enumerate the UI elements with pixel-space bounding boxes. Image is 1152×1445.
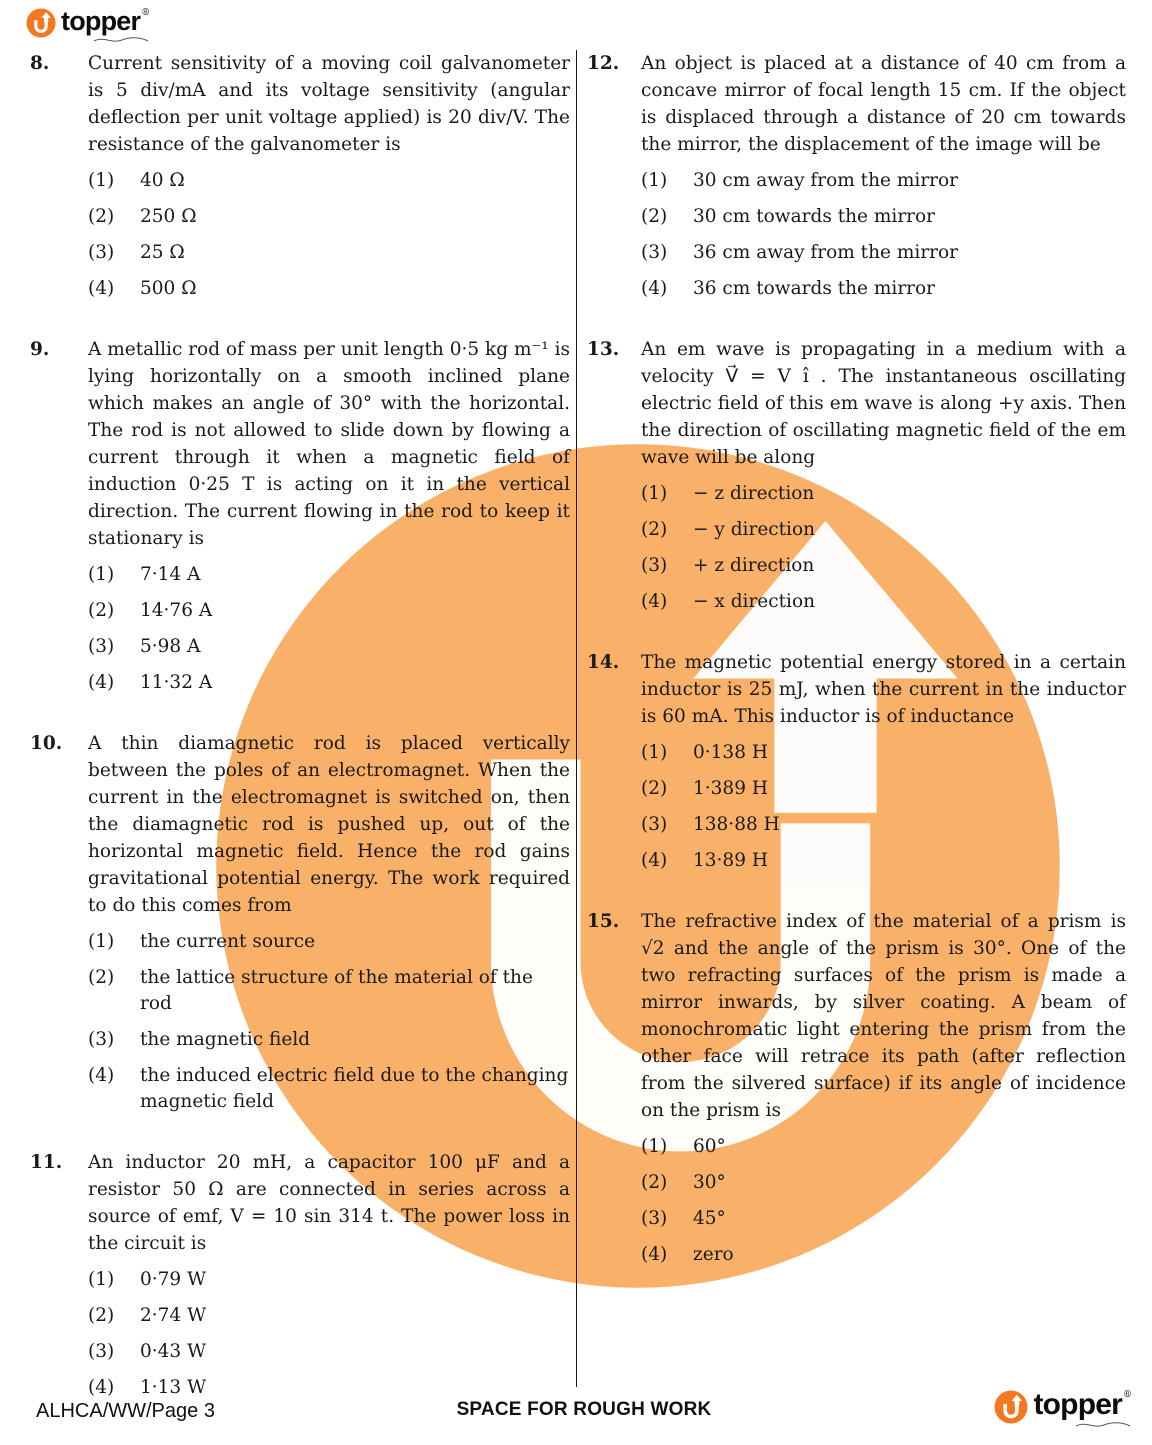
option-text: 13·89 H xyxy=(693,850,768,871)
option-number: (3) xyxy=(641,242,668,263)
options xyxy=(88,929,570,1115)
option xyxy=(88,965,570,1017)
question-number: 8. xyxy=(30,53,50,74)
option-text: 36 cm towards the mirror xyxy=(693,278,936,299)
options xyxy=(88,168,570,302)
option-text: 138·88 H xyxy=(693,814,780,835)
option-text: the induced electric field due to the changing magnetic field xyxy=(140,1065,569,1112)
option xyxy=(641,776,1126,802)
option-number: (2) xyxy=(641,206,668,227)
topper-logo-icon xyxy=(26,8,56,38)
page-footer xyxy=(36,1387,1132,1431)
question-text: The magnetic potential energy stored in a certain inductor is 25 mJ, when the current in the inductor is 60 mA. This inductor is of inductance xyxy=(641,652,1126,727)
option-text: the magnetic field xyxy=(140,1029,311,1050)
option-text: 0·79 W xyxy=(140,1269,207,1290)
option-number: (2) xyxy=(641,778,668,799)
question-body xyxy=(641,50,1128,302)
option xyxy=(641,589,1126,615)
topper-logo-icon xyxy=(994,1390,1028,1424)
option-number: (3) xyxy=(88,1029,115,1050)
question-body xyxy=(641,908,1128,1268)
option xyxy=(641,204,1126,230)
option xyxy=(88,240,570,266)
option-text: 14·76 A xyxy=(140,600,213,621)
option-text: − x direction xyxy=(693,591,816,612)
option-number: (2) xyxy=(88,1305,115,1326)
option-text: 5·98 A xyxy=(140,636,201,657)
option xyxy=(641,481,1126,507)
option-text: 25 Ω xyxy=(140,242,185,263)
question-body xyxy=(641,649,1128,874)
option xyxy=(88,670,570,696)
option xyxy=(641,812,1126,838)
question-text: A thin diamagnetic rod is placed vertically between the poles of an electromagnet. When the current in the electromagnet is switched on, then the diamagnetic rod is pushed up, out of the horizontal magnetic field. Hence the rod gains gravitational potential energy. The work required to do this comes from xyxy=(88,733,570,916)
option xyxy=(88,1027,570,1053)
option xyxy=(641,1170,1126,1196)
footer-logo xyxy=(994,1390,1132,1429)
logo-registered-mark: ® xyxy=(141,8,151,18)
option-text: 1·13 W xyxy=(140,1377,207,1398)
option xyxy=(641,276,1126,302)
option-number: (1) xyxy=(641,742,668,763)
logo-wordmark: topper xyxy=(61,6,141,36)
question-13 xyxy=(585,336,1128,615)
option-number: (2) xyxy=(641,1172,668,1193)
options xyxy=(641,1134,1126,1268)
question-body xyxy=(88,336,572,696)
option-text: the lattice structure of the material of the rod xyxy=(140,967,533,1014)
option-text: 2·74 W xyxy=(140,1305,207,1326)
option xyxy=(88,1303,570,1329)
question-columns xyxy=(28,50,1128,1398)
option-number: (2) xyxy=(641,519,668,540)
option-text: 60° xyxy=(693,1136,726,1157)
option xyxy=(641,1206,1126,1232)
question-number: 10. xyxy=(30,733,63,754)
footer-rough-work-label: SPACE FOR ROUGH WORK xyxy=(456,1399,712,1420)
question-body xyxy=(88,730,572,1115)
footer-page-label: ALHCA/WW/Page 3 xyxy=(36,1400,215,1422)
option-text: 1·389 H xyxy=(693,778,768,799)
question-text: The refractive index of the material of a prism is √2 and the angle of the prism is 30°. One of the two refracting surfaces of the prism is made a mirror inwards, by silver coating. A beam of monochromatic light entering the prism from the other face will retrace its path (after reflection from the silvered surface) if its angle of incidence on the prism is xyxy=(641,911,1126,1121)
option-number: (3) xyxy=(641,814,668,835)
option-number: (1) xyxy=(88,931,115,952)
option-text: 45° xyxy=(693,1208,726,1229)
option-text: 500 Ω xyxy=(140,278,197,299)
question-body xyxy=(88,50,572,302)
option xyxy=(641,168,1126,194)
option-text: 0·138 H xyxy=(693,742,768,763)
option-text: zero xyxy=(693,1244,734,1265)
option xyxy=(88,929,570,955)
option-number: (4) xyxy=(88,672,115,693)
logo-text-wrap xyxy=(61,8,150,44)
option xyxy=(641,553,1126,579)
option-text: 36 cm away from the mirror xyxy=(693,242,958,263)
option-number: (2) xyxy=(88,206,115,227)
logo-registered-mark: ® xyxy=(1123,1390,1132,1400)
question-number: 11. xyxy=(30,1152,63,1173)
option xyxy=(88,168,570,194)
question-text: An inductor 20 mH, a capacitor 100 μF and a resistor 50 Ω are connected in series across a source of emf, V = 10 sin 314 t. The power loss in the circuit is xyxy=(88,1152,570,1254)
option-number: (4) xyxy=(88,278,115,299)
header-logo xyxy=(26,8,150,44)
option xyxy=(88,1267,570,1293)
option-text: 250 Ω xyxy=(140,206,197,227)
option xyxy=(641,1134,1126,1160)
option-number: (1) xyxy=(641,483,668,504)
question-text: A metallic rod of mass per unit length 0·5 kg m⁻¹ is lying horizontally on a smooth inclined plane which makes an angle of 30° with the horizontal. The rod is not allowed to slide down by flowing a current through it when a magnetic field of induction 0·25 T is acting on it in the vertical direction. The current flowing in the rod to keep it stationary is xyxy=(88,339,570,549)
question-number: 13. xyxy=(587,339,620,360)
options xyxy=(641,481,1126,615)
option-number: (2) xyxy=(88,967,115,988)
option-number: (3) xyxy=(88,1341,115,1362)
question-number: 15. xyxy=(587,911,620,932)
option-text: + z direction xyxy=(693,555,815,576)
option-text: the current source xyxy=(140,931,316,952)
option xyxy=(88,276,570,302)
option-text: 30 cm away from the mirror xyxy=(693,170,958,191)
option-text: 7·14 A xyxy=(140,564,201,585)
option-text: − z direction xyxy=(693,483,815,504)
option-number: (1) xyxy=(641,1136,668,1157)
option-text: 30 cm towards the mirror xyxy=(693,206,936,227)
question-text: An em wave is propagating in a medium with a velocity V⃗ = V î . The instantaneous oscillating electric field of this em wave is along +y axis. Then the direction of oscillating magnetic field of the em wave will be along xyxy=(641,339,1126,468)
option-number: (1) xyxy=(641,170,668,191)
options xyxy=(88,1267,570,1401)
option xyxy=(88,1063,570,1115)
option xyxy=(88,634,570,660)
options xyxy=(641,740,1126,874)
option xyxy=(88,1339,570,1365)
option xyxy=(641,517,1126,543)
option-number: (4) xyxy=(641,850,668,871)
option xyxy=(641,848,1126,874)
options xyxy=(641,168,1126,302)
option-number: (3) xyxy=(88,242,115,263)
option-number: (3) xyxy=(641,555,668,576)
option-number: (3) xyxy=(88,636,115,657)
logo-tagline-script xyxy=(1074,1421,1132,1429)
option xyxy=(641,1242,1126,1268)
option-number: (4) xyxy=(88,1377,115,1398)
question-text: An object is placed at a distance of 40 cm from a concave mirror of focal length 15 cm. If the object is displaced through a distance of 20 cm towards the mirror, the displacement of the image will be xyxy=(641,53,1126,155)
logo-tagline-script xyxy=(92,36,150,44)
question-10 xyxy=(28,730,572,1115)
question-number: 14. xyxy=(587,652,620,673)
question-15 xyxy=(585,908,1128,1268)
option-number: (1) xyxy=(88,170,115,191)
question-text: Current sensitivity of a moving coil galvanometer is 5 div/mA and its voltage sensitivity (angular deflection per unit voltage applied) is 20 div/V. The resistance of the galvanometer is xyxy=(88,53,570,155)
question-number: 9. xyxy=(30,339,50,360)
option-number: (4) xyxy=(641,278,668,299)
question-9 xyxy=(28,336,572,696)
option xyxy=(88,598,570,624)
column-left xyxy=(28,50,576,1398)
option-text: 11·32 A xyxy=(140,672,213,693)
options xyxy=(88,562,570,696)
option xyxy=(88,562,570,588)
option-number: (4) xyxy=(88,1065,115,1086)
option-number: (1) xyxy=(88,564,115,585)
question-body xyxy=(641,336,1128,615)
option-text: − y direction xyxy=(693,519,816,540)
option-number: (4) xyxy=(641,591,668,612)
logo-text-wrap xyxy=(1033,1390,1132,1429)
option-number: (4) xyxy=(641,1244,668,1265)
option xyxy=(641,740,1126,766)
question-14 xyxy=(585,649,1128,874)
option-number: (1) xyxy=(88,1269,115,1290)
option-text: 0·43 W xyxy=(140,1341,207,1362)
question-11 xyxy=(28,1149,572,1401)
question-12 xyxy=(585,50,1128,302)
option-number: (3) xyxy=(641,1208,668,1229)
option-text: 40 Ω xyxy=(140,170,185,191)
question-number: 12. xyxy=(587,53,620,74)
logo-wordmark: topper xyxy=(1033,1388,1122,1421)
option-number: (2) xyxy=(88,600,115,621)
question-body xyxy=(88,1149,572,1401)
option xyxy=(88,204,570,230)
option-text: 30° xyxy=(693,1172,726,1193)
option xyxy=(641,240,1126,266)
column-right xyxy=(576,50,1128,1387)
question-8 xyxy=(28,50,572,302)
